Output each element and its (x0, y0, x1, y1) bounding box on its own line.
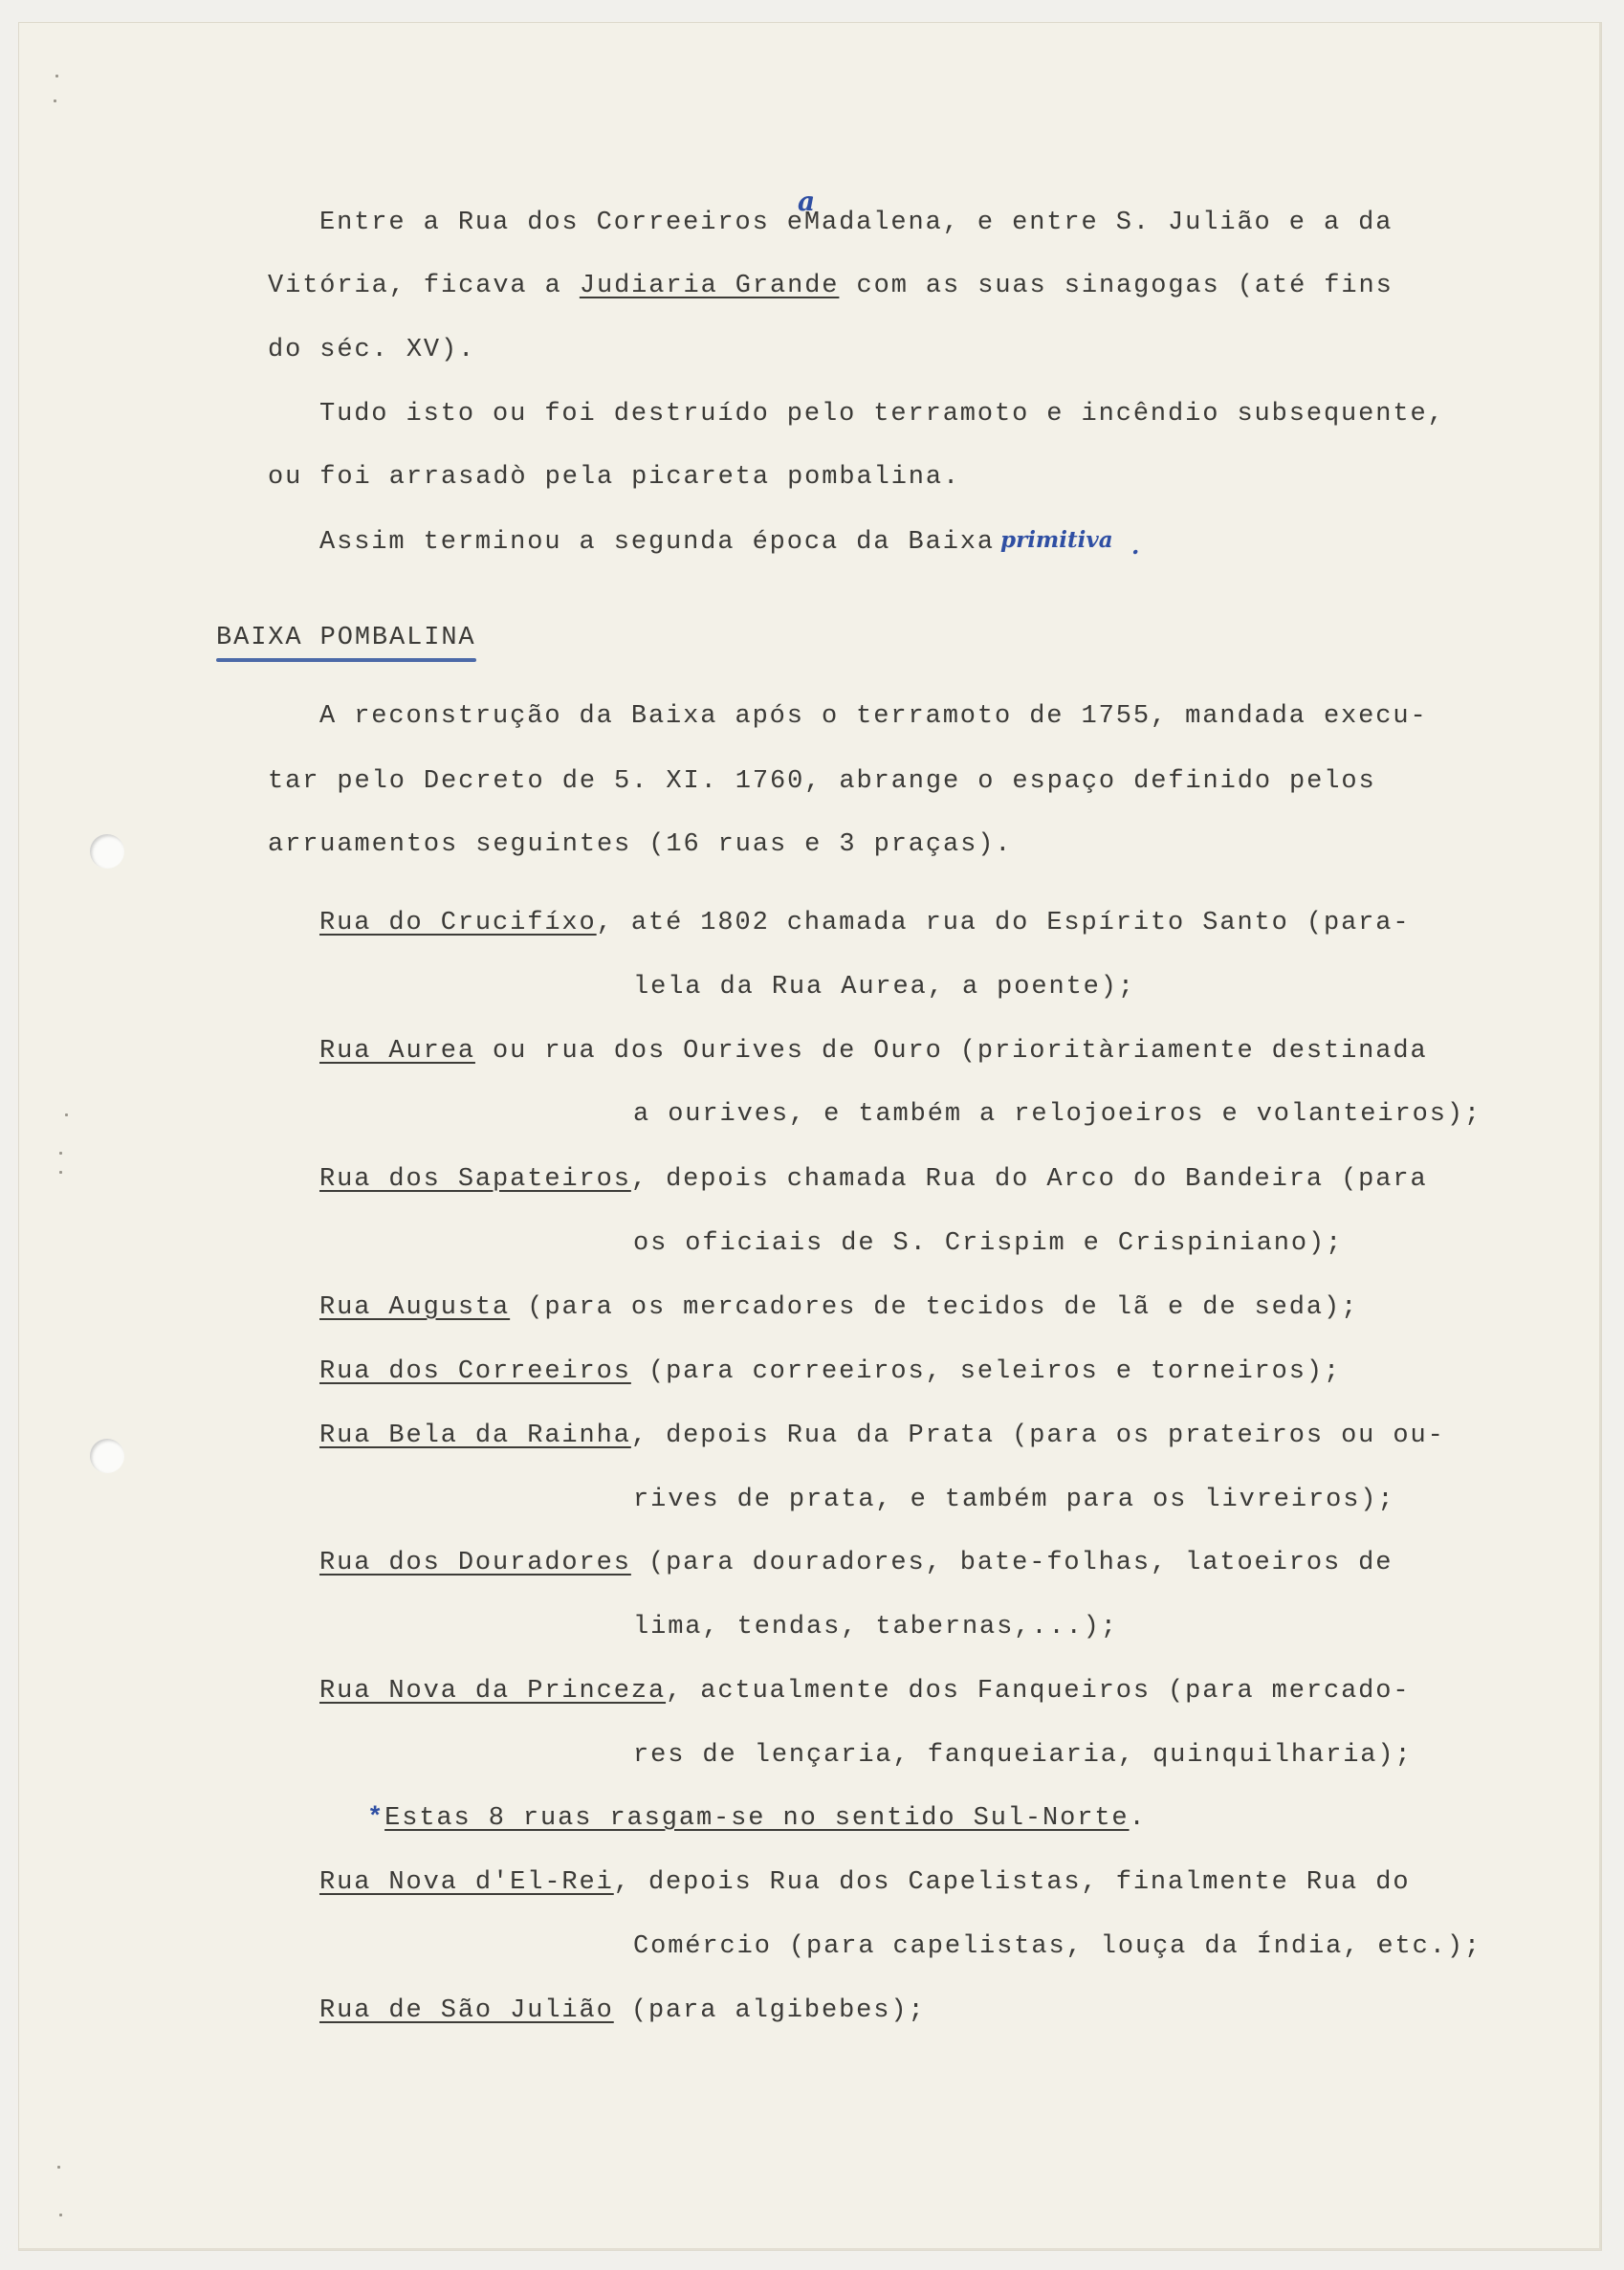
underlined-street-name: Rua do Crucifíxo (319, 909, 597, 937)
paper-speck (65, 1113, 68, 1116)
text-segment: Tudo isto ou foi destruído pelo terramoto e incêndio subsequente, (319, 400, 1445, 429)
text-line (319, 907, 1410, 939)
text-line (319, 1355, 1341, 1388)
text-segment: ou foi arrasadò pela picareta pombalina. (268, 463, 961, 492)
handwritten-dot: . (1131, 532, 1140, 560)
text-line (633, 1227, 1343, 1260)
text-line (319, 1420, 1445, 1452)
text-line (319, 1675, 1410, 1708)
underlined-street-name: Rua Aurea (319, 1037, 475, 1066)
text-line (633, 971, 1135, 1003)
text-segment: (para os mercadores de tecidos de lã e de seda); (510, 1293, 1359, 1322)
paper-speck (59, 2214, 62, 2216)
text-segment: tar pelo Decreto de 5. XI. 1760, abrange o espaço definido pelos (268, 767, 1376, 796)
heading-baixa-pombalina: BAIXA POMBALINA (216, 624, 476, 652)
text-line (268, 270, 1394, 302)
text-line (268, 461, 960, 494)
paper-speck (57, 2166, 60, 2169)
handwritten-insertion-a: a (798, 186, 816, 217)
text-segment: . (1129, 1804, 1147, 1833)
underlined-street-name: Rua dos Douradores (319, 1549, 631, 1577)
text-line (633, 1098, 1481, 1131)
punch-hole (90, 834, 124, 869)
text-line (633, 1930, 1481, 1963)
text-segment: rives de prata, e também para os livreiros); (633, 1486, 1395, 1514)
text-segment: , depois chamada Rua do Arco do Bandeira (para (630, 1165, 1428, 1194)
paper-speck (55, 75, 58, 77)
text-segment: , até 1802 chamada rua do Espírito Santo (para- (596, 909, 1411, 937)
text-segment: com as suas sinagogas (até fins (839, 272, 1394, 300)
text-line (268, 828, 1012, 861)
text-segment: do séc. XV). (268, 336, 476, 364)
handwritten-primitiva: primitiva (1000, 527, 1113, 553)
text-segment: , actualmente dos Fanqueiros (para mercado- (666, 1677, 1411, 1706)
text-line (319, 526, 995, 559)
text-line (319, 398, 1445, 430)
text-segment: Entre a Rua dos Correeiros e (319, 209, 804, 237)
underlined-street-name: Rua Nova da Princeza (319, 1677, 667, 1706)
text-line (319, 1547, 1393, 1579)
text-segment: (para douradores, bate-folhas, latoeiros de (630, 1549, 1394, 1577)
document-page (19, 23, 1601, 2250)
text-line (319, 1163, 1428, 1196)
text-segment: lima, tendas, tabernas,...); (633, 1613, 1118, 1642)
paper-speck (54, 99, 56, 102)
paper-speck (59, 1152, 62, 1155)
underlined-street-name: Rua dos Correeiros (319, 1357, 631, 1386)
paper-speck (59, 1171, 62, 1174)
text-segment: , depois Rua da Prata (para os prateiros ou ou- (630, 1422, 1445, 1450)
section-heading (216, 622, 476, 654)
text-line (268, 334, 475, 366)
underlined-street-name: Rua Augusta (319, 1293, 511, 1322)
text-line (268, 765, 1376, 798)
text-segment: a ourives, e também a relojoeiros e volanteiros); (633, 1100, 1482, 1129)
text-line (633, 1484, 1395, 1516)
text-line (319, 207, 1393, 239)
handwritten-asterisk: * (367, 1804, 385, 1833)
underlined-street-name: Rua dos Sapateiros (319, 1165, 631, 1194)
text-segment: Assim terminou a segunda época da Baixa (319, 528, 996, 557)
underlined-street-name: Rua de São Julião (319, 1996, 614, 2025)
text-line (319, 1291, 1358, 1324)
text-segment: lela da Rua Aurea, a poente); (633, 973, 1135, 1002)
text-line (319, 1866, 1410, 1899)
text-segment: A reconstrução da Baixa após o terramoto de 1755, mandada execu- (319, 702, 1428, 731)
text-line (319, 1035, 1428, 1068)
text-segment: (para algibebes); (613, 1996, 926, 2025)
text-segment: os oficiais de S. Crispim e Crispiniano); (633, 1229, 1344, 1258)
text-segment: res de lençaria, fanqueiaria, quinquilharia); (633, 1741, 1413, 1770)
text-line (633, 1739, 1413, 1772)
text-segment: , depois Rua dos Capelistas, finalmente Rua do (613, 1868, 1411, 1897)
underlined-street-name: Rua Nova d'El-Rei (319, 1868, 614, 1897)
text-segment: Madalena, e entre S. Julião e a da (803, 209, 1394, 237)
underlined-street-name: Rua Bela da Rainha (319, 1422, 631, 1450)
text-segment: Comércio (para capelistas, louça da Índia, etc.); (633, 1932, 1482, 1961)
text-segment: Vitória, ficava a (268, 272, 580, 300)
text-segment: ou rua dos Ourives de Ouro (prioritàriamente destinada (474, 1037, 1428, 1066)
text-line (367, 1802, 1147, 1835)
text-segment: (para correeiros, seleiros e torneiros); (630, 1357, 1342, 1386)
text-segment: arruamentos seguintes (16 ruas e 3 praças). (268, 830, 1013, 859)
text-line (633, 1611, 1118, 1643)
text-line (319, 1995, 926, 2027)
text-line (319, 700, 1428, 733)
punch-hole (90, 1439, 124, 1473)
underlined-street-name: Estas 8 ruas rasgam-se no sentido Sul-Norte (384, 1804, 1130, 1833)
underlined-street-name: Judiaria Grande (579, 272, 840, 300)
